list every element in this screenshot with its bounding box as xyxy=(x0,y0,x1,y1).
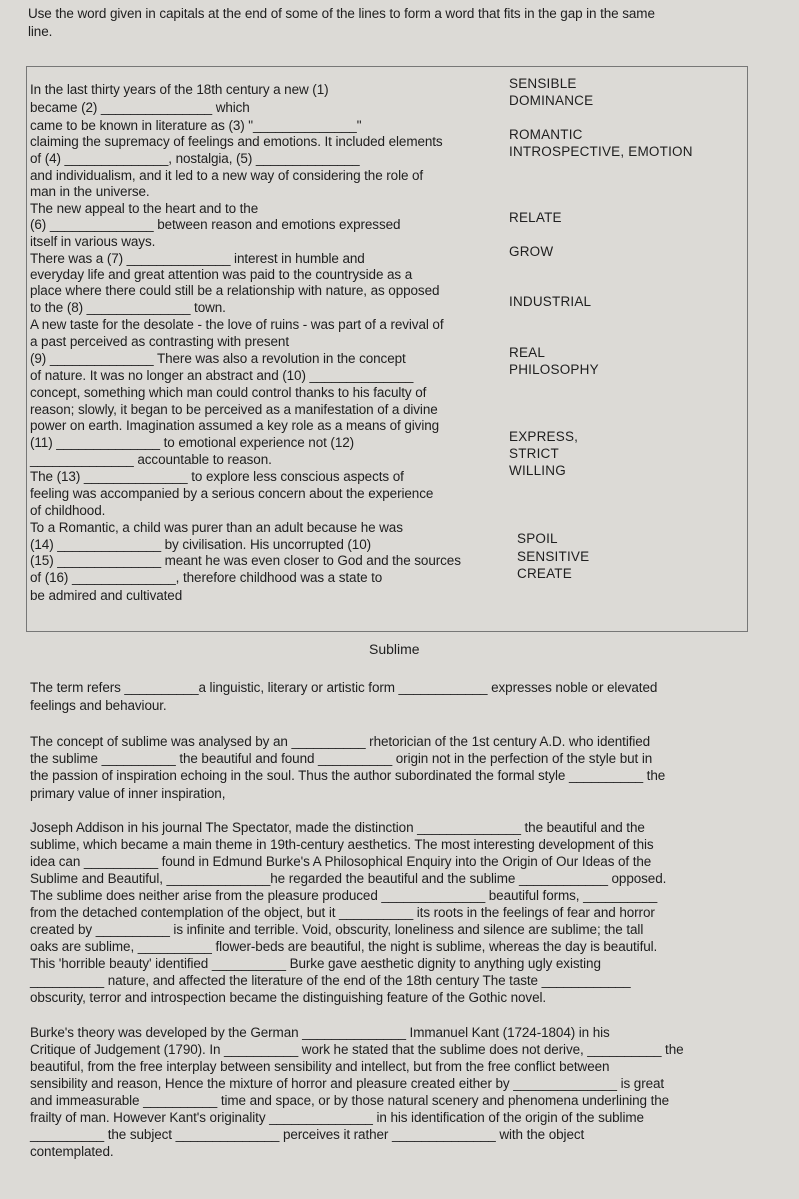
sublime-line: Critique of Judgement (1790). In __________ work he stated that the sublime does not derive, __________ the xyxy=(30,1042,684,1057)
instructions-line-2: line. xyxy=(28,24,53,39)
sublime-line: Joseph Addison in his journal The Spectator, made the distinction ______________ the beautiful and the xyxy=(30,820,645,835)
word-item: SPOIL xyxy=(517,531,558,546)
box-line: a past perceived as contrasting with present xyxy=(30,334,289,349)
word-item: ROMANTIC xyxy=(509,127,583,142)
box-line: (14) ______________ by civilisation. His uncorrupted (10) xyxy=(30,537,372,552)
sublime-line: The sublime does neither arise from the pleasure produced ______________ beautiful forms, __________ xyxy=(30,888,658,903)
sublime-line: idea can __________ found in Edmund Burke's A Philosophical Enquiry into the Origin of Our Ideas of the xyxy=(30,854,652,869)
box-line: of (4) ______________, nostalgia, (5) ______________ xyxy=(30,151,360,166)
sublime-line: The concept of sublime was analysed by an __________ rhetorician of the 1st century A.D. who identified xyxy=(30,734,651,749)
box-line: (15) ______________ meant he was even closer to God and the sources xyxy=(30,553,461,568)
box-line: of childhood. xyxy=(30,503,106,518)
box-line: of nature. It was no longer an abstract and (10) ______________ xyxy=(30,368,414,383)
box-line: of (16) ______________, therefore childhood was a state to xyxy=(30,570,383,585)
box-line: There was a (7) ______________ interest in humble and xyxy=(30,251,365,266)
sublime-line: __________ the subject ______________ perceives it rather ______________ with the object xyxy=(30,1127,585,1142)
sublime-line: contemplated. xyxy=(30,1144,114,1159)
box-line: concept, something which man could control thanks to his faculty of xyxy=(30,385,427,400)
word-item: EXPRESS, xyxy=(509,429,579,444)
box-line: (9) ______________ There was also a revolution in the concept xyxy=(30,351,406,366)
box-line: man in the universe. xyxy=(30,184,150,199)
sublime-line: Burke's theory was developed by the German ______________ Immanuel Kant (1724-1804) in his xyxy=(30,1025,610,1040)
box-line: A new taste for the desolate - the love of ruins - was part of a revival of xyxy=(30,317,444,332)
box-line: (6) ______________ between reason and emotions expressed xyxy=(30,217,401,232)
word-item: STRICT xyxy=(509,446,559,461)
sublime-line: This 'horrible beauty' identified __________ Burke gave aesthetic dignity to anything ugly existing xyxy=(30,956,601,971)
sublime-line: from the detached contemplation of the object, but it __________ its roots in the feelings of fear and horror xyxy=(30,905,655,920)
box-line: (11) ______________ to emotional experience not (12) xyxy=(30,435,355,450)
box-line: came to be known in literature as (3) "______________" xyxy=(30,118,362,133)
sublime-line: __________ nature, and affected the literature of the end of the 18th century The taste ____________ xyxy=(30,973,631,988)
word-item: GROW xyxy=(509,244,554,259)
sublime-line: sublime, which became a main theme in 19th-century aesthetics. The most interesting development of this xyxy=(30,837,654,852)
sublime-line: created by __________ is infinite and terrible. Void, obscurity, loneliness and silence are sublime; the tall xyxy=(30,922,644,937)
sublime-line: sensibility and reason, Hence the mixture of horror and pleasure created either by ______________ is great xyxy=(30,1076,665,1091)
sublime-line: frailty of man. However Kant's originality ______________ in his identification of the origin of the sublime xyxy=(30,1110,644,1125)
word-item: CREATE xyxy=(517,566,572,581)
sublime-line: the sublime __________ the beautiful and found __________ origin not in the perfection of the style but in xyxy=(30,751,653,766)
sublime-line: oaks are sublime, __________ flower-beds are beautiful, the night is sublime, whereas the day is beautiful. xyxy=(30,939,658,954)
box-line: itself in various ways. xyxy=(30,234,156,249)
box-line: everyday life and great attention was paid to the countryside as a xyxy=(30,267,413,282)
box-line: feeling was accompanied by a serious concern about the experience xyxy=(30,486,434,501)
word-item: INDUSTRIAL xyxy=(509,294,592,309)
box-line: claiming the supremacy of feelings and emotions. It included elements xyxy=(30,134,443,149)
sublime-line: and immeasurable __________ time and space, or by those natural scenery and phenomena underlining the xyxy=(30,1093,670,1108)
box-line: ______________ accountable to reason. xyxy=(30,452,272,467)
sublime-line: the passion of inspiration echoing in the soul. Thus the author subordinated the formal style __________ the xyxy=(30,768,666,783)
sublime-line: beautiful, from the free interplay between sensibility and intellect, but from the free conflict between xyxy=(30,1059,610,1074)
sublime-line: The term refers __________a linguistic, literary or artistic form ____________ expresses noble or elevated xyxy=(30,680,658,695)
word-item: INTROSPECTIVE, EMOTION xyxy=(509,144,693,159)
sublime-line: primary value of inner inspiration, xyxy=(30,786,226,801)
word-item: PHILOSOPHY xyxy=(509,362,599,377)
instructions-line-1: Use the word given in capitals at the end of some of the lines to form a word that fits in the gap in the same xyxy=(28,6,655,21)
word-item: WILLING xyxy=(509,463,566,478)
box-line: be admired and cultivated xyxy=(30,588,183,603)
box-line: reason; slowly, it began to be perceived as a manifestation of a divine xyxy=(30,402,438,417)
sublime-line: Sublime and Beautiful, ______________he regarded the beautiful and the sublime ____________ opposed. xyxy=(30,871,667,886)
box-line: to the (8) ______________ town. xyxy=(30,300,226,315)
box-line: power on earth. Imagination assumed a key role as a means of giving xyxy=(30,418,440,433)
word-item: DOMINANCE xyxy=(509,93,594,108)
word-item: SENSIBLE xyxy=(509,76,577,91)
box-line: In the last thirty years of the 18th century a new (1) xyxy=(30,82,329,97)
box-line: The new appeal to the heart and to the xyxy=(30,201,259,216)
sublime-line: obscurity, terror and introspection became the distinguishing feature of the Gothic novel. xyxy=(30,990,547,1005)
box-line: To a Romantic, a child was purer than an adult because he was xyxy=(30,520,403,535)
word-item: RELATE xyxy=(509,210,562,225)
box-line: place where there could still be a relationship with nature, as opposed xyxy=(30,283,440,298)
box-line: The (13) ______________ to explore less conscious aspects of xyxy=(30,469,404,484)
sublime-title: Sublime xyxy=(369,641,420,657)
box-line: became (2) _______________ which xyxy=(30,100,250,115)
box-line: and individualism, and it led to a new way of considering the role of xyxy=(30,168,424,183)
word-item: SENSITIVE xyxy=(517,549,590,564)
sublime-line: feelings and behaviour. xyxy=(30,698,167,713)
word-item: REAL xyxy=(509,345,546,360)
